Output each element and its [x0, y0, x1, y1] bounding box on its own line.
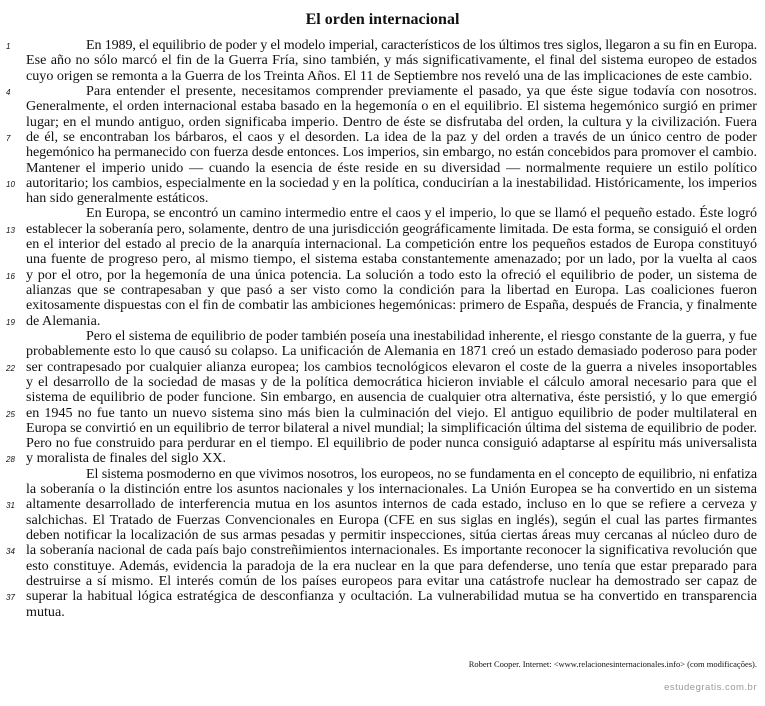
line-text: destruirse a sí mismo. El interés común de los países europeos para evitar una catástrofe nuclear ha demostrado ser capaz de: [26, 572, 757, 589]
text-line: [6, 358, 757, 375]
line-number: 7: [6, 133, 11, 143]
text-line: [26, 99, 757, 114]
line-text: de él, se encontraban los bárbaros, el caos y el desorden. La idea de la paz y del orden a través de un único centro de poder: [26, 128, 757, 145]
text-line: [26, 115, 757, 130]
watermark: estudegratis.com.br: [664, 682, 757, 693]
text-line: [26, 298, 757, 313]
text-line: [6, 82, 757, 99]
line-number: 34: [6, 547, 15, 557]
line-text: lugar; en el mundo antiguo, orden significaba imperio. Dentro de éste se disfrutaba del orden, la cultura y la civilización. Fuera: [26, 113, 757, 130]
text-line: [26, 559, 757, 574]
line-text: Ese año no sólo marcó el fin de la Guerra Fría, sino también, y más significativamente, el final del sistema europeo de estados: [26, 52, 757, 69]
text-line: [6, 266, 757, 283]
text-line: [6, 588, 757, 605]
line-text: de Alemania.: [26, 312, 101, 329]
text-line: [26, 421, 757, 436]
line-text: han sido generalmente estáticos.: [26, 190, 209, 207]
line-text: Pero no fue construido para perdurar en el tiempo. El equilibrio de poder nunca consiguió adaptarse al espíritu más universalista: [26, 435, 757, 452]
line-text: hegemónico ha permanecido con fuerza desde entonces. Los imperios, sin embargo, no están concebidos para promover el cambio.: [26, 144, 757, 161]
text-line: [26, 329, 757, 344]
text-line: [6, 496, 757, 513]
line-text: Mantener el imperio unido — cuando la esencia de éste reside en su diversidad — normalmente requiere un estilo político: [26, 159, 757, 176]
text-line: [26, 467, 757, 482]
line-text: En Europa, se encontró un camino intermedio entre el caos y el imperio, lo que se llamó el pequeño estado. Éste logró: [86, 205, 757, 222]
line-text: esto constituye. Además, evidencia la paradoja de la era nuclear en la que para defenderse, uno tenía que estar preparado para: [26, 557, 757, 574]
line-text: y el desarrollo de la sociedad de masas y de la política democrática hicieron inviable el cálculo amoral necesario para que el: [26, 373, 757, 390]
text-line: [6, 220, 757, 237]
text-line: [6, 542, 757, 559]
text-line: [6, 404, 757, 421]
text-line: [6, 450, 757, 467]
text-line: [26, 436, 757, 451]
line-text: El sistema posmoderno en que vivimos nosotros, los europeos, no se fundamenta en el concepto de equilibrio, ni enfatiza: [86, 465, 757, 482]
text-line: [6, 37, 757, 53]
line-number: 16: [6, 271, 15, 281]
line-text: la soberanía o la distinción entre los asuntos nacionales y los internacionales. La Unión Europea se ha convertido en un sistema: [26, 481, 757, 498]
text-line: [26, 513, 757, 528]
line-number: 4: [6, 87, 11, 97]
line-text: y moralista de finales del siglo XX.: [26, 450, 227, 467]
text-line: [26, 605, 757, 620]
line-text: establecer la soberanía pero, solamente, dentro de una jurisdicción geográficamente limitada. De esta forma, se consiguió el orden: [26, 220, 757, 237]
text-line: [26, 390, 757, 405]
text-line: [6, 174, 758, 191]
line-text: Para entender el presente, necesitamos comprender previamente el pasado, ya que éste sigue todavía con nosotros.: [86, 82, 757, 99]
line-number: 25: [6, 409, 15, 419]
line-text: una fuente de progreso pero, al mismo tiempo, el sistema estaba constantemente amenazado; por un lado, por la vuelta al caos: [26, 251, 757, 268]
text-line: [26, 574, 757, 589]
document-title: El orden internacional: [305, 11, 460, 28]
line-number: 1: [6, 42, 11, 51]
line-text: alianzas que se contrapesaban y que pasó a ser visto como la condición para la libertad en Europa. Las coaliciones fueron: [26, 282, 757, 298]
text-line: [26, 206, 757, 221]
text-line: [26, 528, 757, 543]
line-number: 37: [6, 593, 15, 603]
article-body: [6, 37, 758, 620]
text-line: [26, 375, 757, 390]
text-line: [6, 128, 757, 145]
line-text: cuyo origen se remonta a la Guerra de los Treinta Años. El 11 de Septiembre nos reveló una de las implicaciones de este cambio.: [26, 67, 753, 84]
text-line: [26, 69, 757, 84]
line-text: En 1989, el equilibrio de poder y el modelo imperial, característicos de los últimos tres siglos, llegaron a su fin en Europa.: [86, 37, 757, 53]
line-text: exitosamente dispuestas con el fin de combatir las ambiciones hegemónicas: primero de España, después de Francia, y finalmente: [26, 297, 757, 314]
text-line: [26, 237, 757, 252]
line-text: deben notificar la localización de sus armas pesadas y permitir inspecciones, sitúa ciertas áreas muy cercanas al núcleo duro de: [26, 527, 757, 543]
line-text: sistema de equilibrio de poder funcione. Sin embargo, en ausencia de cualquier otra alternativa, éste persistió, y lo que emergió: [26, 389, 757, 406]
line-text: superar la habitual lógica estratégica de desconfianza y ocultación. La vulnerabilidad mutua se ha convertido en transparencia: [26, 588, 757, 605]
line-number: 19: [6, 317, 15, 327]
line-text: ser contrapesado por cualquier alianza europea; los cambios tecnológicos elevaron el coste de la guerra a niveles insoportables: [26, 358, 757, 375]
line-text: Generalmente, el orden internacional estaba basado en la hegemonía o en el equilibrio. El sistema hegemónico surgió en primer: [26, 98, 757, 115]
text-line: [26, 53, 757, 68]
text-line: [26, 145, 757, 160]
line-text: probablemente esto lo que causó su colapso. La unificación de Alemania en 1871 creó un estado demasiado poderoso para poder: [26, 343, 757, 360]
line-text: Europa se convirtió en un equilibrio de terror bilateral a nivel mundial; la simplificación última del sistema de equilibrio de poder.: [26, 419, 757, 436]
line-number: 13: [6, 225, 15, 235]
source-citation: Robert Cooper. Internet: <www.relacionesinternacionales.info> (com modificações).: [468, 659, 757, 669]
line-number: 22: [6, 363, 15, 373]
line-number: 10: [6, 179, 15, 189]
line-text: salchichas. El Tratado de Fuerzas Convencionales en Europa (CFE en sus siglas en inglés), según el cual las partes firmantes: [26, 511, 757, 528]
line-text: en el interior del estado al precio de la anarquía internacional. La competición entre los pequeños estados de Europa constituyó: [26, 236, 757, 253]
text-line: [26, 482, 757, 497]
line-text: en 1945 no fue tanto un nuevo sistema sino más bien la culminación del viejo. El antiguo equilibrio de poder multilateral en: [26, 404, 757, 421]
line-text: Pero el sistema de equilibrio de poder también poseía una inestabilidad inherente, el riesgo constante de la guerra, y fue: [86, 327, 757, 344]
text-line: [26, 344, 757, 359]
text-line: [26, 252, 757, 267]
line-text: mutua.: [26, 603, 65, 620]
line-text: la soberanía nacional de cada país bajo constreñimientos internacionales. Es importante reconocer la significativa revolución que: [26, 542, 757, 559]
text-line: [26, 283, 757, 298]
line-text: y por el otro, por la hegemonía de una única potencia. La solución a todo esto la ofreció el equilibrio de poder, un sistema de: [26, 266, 757, 283]
line-number: 31: [6, 501, 15, 511]
line-text: autoritario; los cambios, especialmente en la sociedad y en la política, conducirían a la inestabilidad. Históricamente, los imperios: [26, 174, 758, 191]
text-line: [6, 312, 757, 329]
text-line: [26, 161, 757, 176]
line-number: 28: [6, 455, 15, 465]
line-text: altamente desarrollado de interferencia mutua en los asuntos internos de cada estado, incluso en lo que se refiere a cerveza y: [26, 496, 757, 513]
